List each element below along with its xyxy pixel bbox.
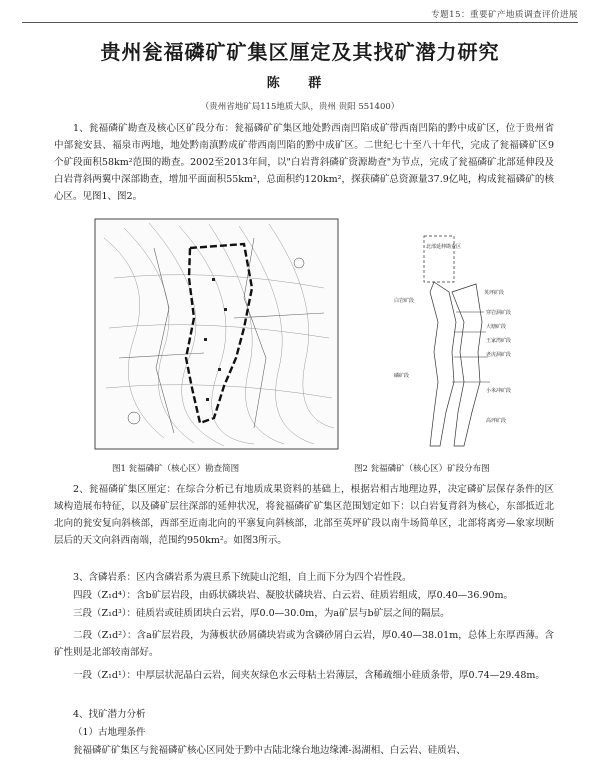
fig2-label: 北部延伸勘查区 bbox=[426, 244, 462, 250]
figure-2-caption: 图2 瓮福磷矿（核心区）矿段分布图 bbox=[354, 464, 490, 474]
fig2-label: 白岩矿段 bbox=[394, 298, 415, 304]
fig2-label: 磷矿段 bbox=[394, 373, 410, 379]
fig2-label: 老虎洞矿段 bbox=[486, 352, 512, 358]
subsection-heading-1: （1）古地理条件 bbox=[73, 727, 146, 738]
paragraph-3: 3、含磷岩系：区内含磷岩系为震旦系下统陡山沱组，自上而下分为四个岩性段。 bbox=[73, 572, 412, 583]
paper-title: 贵州瓮福磷矿矿集区厘定及其找矿潜力研究 bbox=[100, 40, 500, 64]
running-header: 专题15：重要矿产地质调查评价进展 bbox=[431, 10, 578, 20]
figure-area bbox=[54, 218, 554, 480]
figure-1-caption: 图1 瓮福磷矿（核心区）勘查简图 bbox=[112, 464, 240, 474]
affiliation: （贵州省地矿局115地质大队，贵州 贵阳 551400） bbox=[200, 102, 400, 112]
section-heading-4: 4、找矿潜力分析 bbox=[73, 709, 146, 720]
fig2-label: 大塘矿段 bbox=[486, 324, 507, 330]
paragraph-1: 1、瓮福磷矿勘查及核心区矿段分布：瓮福磷矿矿集区地处黔西南凹陷成矿带西南凹陷的黔中成矿区，位于贵州省中部瓮安县、福泉市两地，地处黔南滇黔成矿带西南凹陷的黔中成矿区。二世纪七十至八十年代，完成了瓮福磷矿区9个矿段面积58km²范围的勘查。2002至2013年间，以"白岩背斜磷矿资源勘查"为节点，完成了瓮福磷矿北部延伸段及白岩背斜两翼中深部勘查，增加平面面积55km²，总面积约120km²，探获磷矿总资源量37.9亿吨，构成瓮福磷矿的核心区。见图1、图2。 bbox=[54, 123, 554, 202]
paragraph-7: 一段（Z₁d¹）：中厚层状泥晶白云岩，间夹灰绿色水云母粘土岩薄层，含稀疏细小硅质条带，厚0.74—29.48m。 bbox=[73, 670, 545, 681]
paragraph-10: 瓮福磷矿矿集区与瓮福磷矿核心区同处于黔中古陆北缘台地边缘滩-潟湖相、白云岩、硅质岩、 bbox=[73, 745, 466, 756]
fig2-label: 王家湾矿段 bbox=[486, 338, 512, 344]
fig2-label: 小米冲矿段 bbox=[486, 388, 512, 394]
paragraph-4: 四段（Z₁d⁴）：含b矿层岩段，由砾状磷块岩、凝胶状磷块岩、白云岩、硅质岩组成，厚0.40—36.90m。 bbox=[73, 590, 513, 601]
figure-1-map bbox=[94, 218, 339, 450]
header-divider bbox=[22, 22, 578, 23]
author: 陈 群 bbox=[266, 76, 334, 91]
fig2-label: 英坪矿段 bbox=[484, 290, 505, 296]
fig2-label: 高坪矿段 bbox=[486, 418, 507, 424]
paragraph-6: 二段（Z₁d²）：含a矿层岩段，为薄板状砂屑磷块岩或为含磷砂屑白云岩，厚0.40—38.01m，总体上东厚西薄。含矿性则是北部较南部好。 bbox=[54, 630, 554, 658]
figure-2-ore-blocks bbox=[394, 232, 524, 450]
fig2-label: 穿岩洞矿段 bbox=[486, 310, 512, 316]
paragraph-2: 2、瓮福磷矿集区厘定：在综合分析已有地质成果资料的基础上，根据岩相古地理边界，决定磷矿层保存条件的区域构造展布特征，以及磷矿层往深部的延伸状况，将瓮福磷矿矿集区范围划定如下：以白岩复背斜为核心，东部抵近北北向的瓮安复向斜核部，西部至近南北向的平寨复向斜核部，北部至英坪矿段以南牛场简单区，北部将离旁—象家坝断层后的天文向斜西南端，范围约950km²。如图3所示。 bbox=[54, 484, 554, 546]
paragraph-5: 三段（Z₁d³）：硅质岩或硅质团块白云岩，厚0.0—30.0m，为a矿层与b矿层之间的隔层。 bbox=[73, 608, 450, 619]
